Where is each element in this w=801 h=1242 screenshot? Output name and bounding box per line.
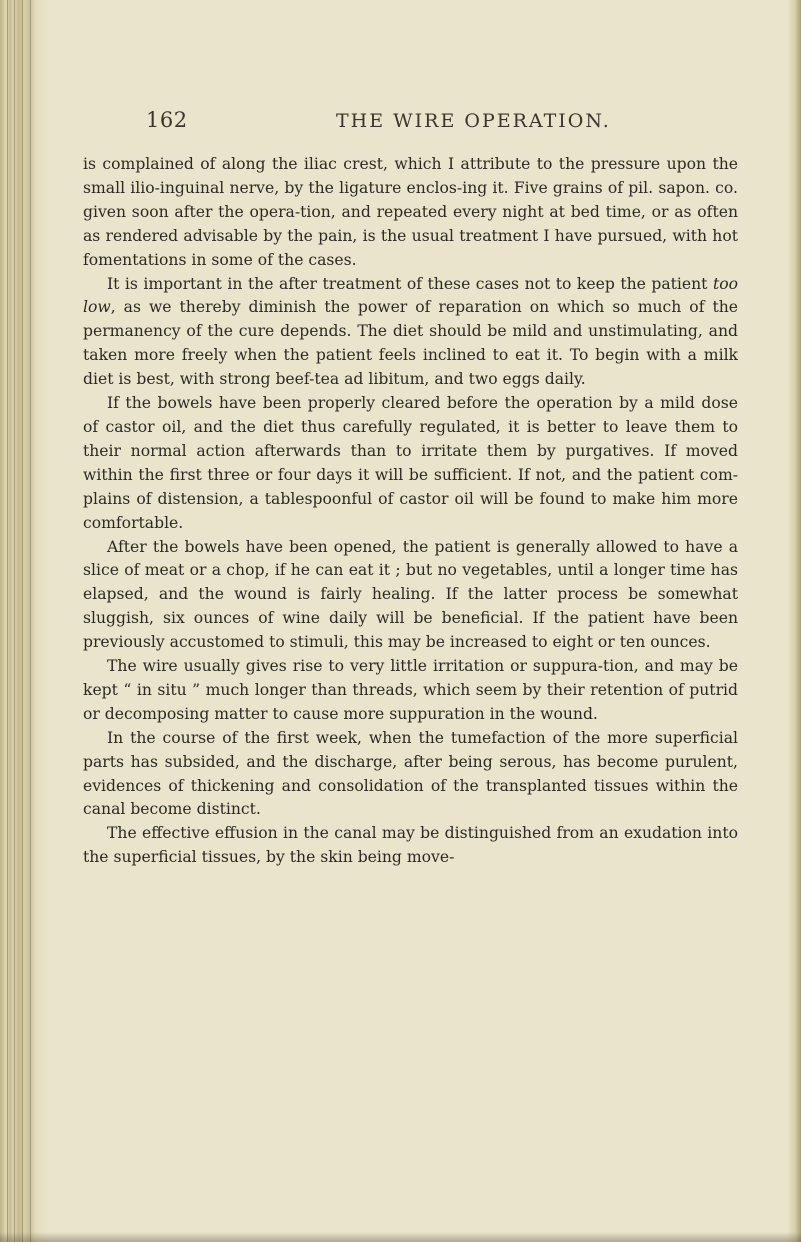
paragraph: [83, 727, 738, 823]
paragraph: [83, 153, 738, 273]
paragraph-text: In the course of the first week, when the tumefaction of the more superficial parts has subsided, and the discharge, after being serous, has become purulent, evidences of thickening and consolidation of the transplanted tissues within the canal become distinct.: [83, 728, 738, 819]
paragraph: [83, 655, 738, 727]
paragraph: [83, 822, 738, 870]
gutter-line: [22, 0, 23, 1242]
paragraph-text: It is important in the after treatment of these cases not to keep the patient: [107, 274, 713, 293]
paragraph-text: If the bowels have been properly cleared before the operation by a mild dose of castor oil, and the diet thus carefully regulated, it is better to leave them to their normal action afterwards than to irritate them by purgatives. If moved within the first three or four days it will be sufficient. If not, and the patient com-plains of distension, a tablespoonful of castor oil will be found to make him more comfortable.: [83, 394, 738, 532]
body-text: [83, 153, 738, 870]
gutter-line: [14, 0, 15, 1242]
italic-text: too low: [83, 274, 738, 317]
paragraph-text: The wire usually gives rise to very little irritation or suppura-tion, and may be kept “ in situ ” much longer than threads, which seem by their retention of putrid or decomposing matter to cause more suppuration in the wound.: [83, 657, 738, 723]
paragraph-text: , as we thereby diminish the power of reparation on which so much of the permanency of the cure depends. The diet should be mild and unstimulating, and taken more freely when the patient feels inclined to eat it. To begin with a milk diet is best, with strong beef-tea ad libitum, and two eggs daily.: [83, 298, 738, 389]
gutter-line: [30, 0, 31, 1242]
paragraph: [83, 273, 738, 393]
paragraph-text: After the bowels have been opened, the patient is generally allowed to have a slice of meat or a chop, if he can eat it ; but no vegetables, until a longer time has elapsed, and the wound is fairly healing. If the latter process be somewhat sluggish, six ounces of wine daily will be beneficial. If the patient have been previously accustomed to stimuli, this may be increased to eight or ten ounces.: [83, 537, 738, 652]
paragraph-text: The effective effusion in the canal may be distinguished from an exudation into the superficial tissues, by the skin being move-: [83, 824, 738, 867]
paragraph: [83, 536, 738, 656]
page-edge: [787, 0, 801, 1242]
page-number: 162: [146, 108, 188, 132]
page-bottom-shadow: [0, 1232, 801, 1242]
paragraph-text: is complained of along the iliac crest, which I attribute to the pressure upon the small ilio-inguinal nerve, by the ligature enclos-ing it. Five grains of pil. sapon. co. given soon after the opera-tion, and repeated every night at bed time, or as often as rendered advisable by the pain, is the usual treatment I have pursued, with hot fomentations in some of the cases.: [83, 155, 738, 269]
paragraph: [83, 392, 738, 535]
running-head: THE WIRE OPERATION.: [336, 110, 611, 132]
gutter-line: [7, 0, 8, 1242]
page-header: [0, 108, 801, 138]
